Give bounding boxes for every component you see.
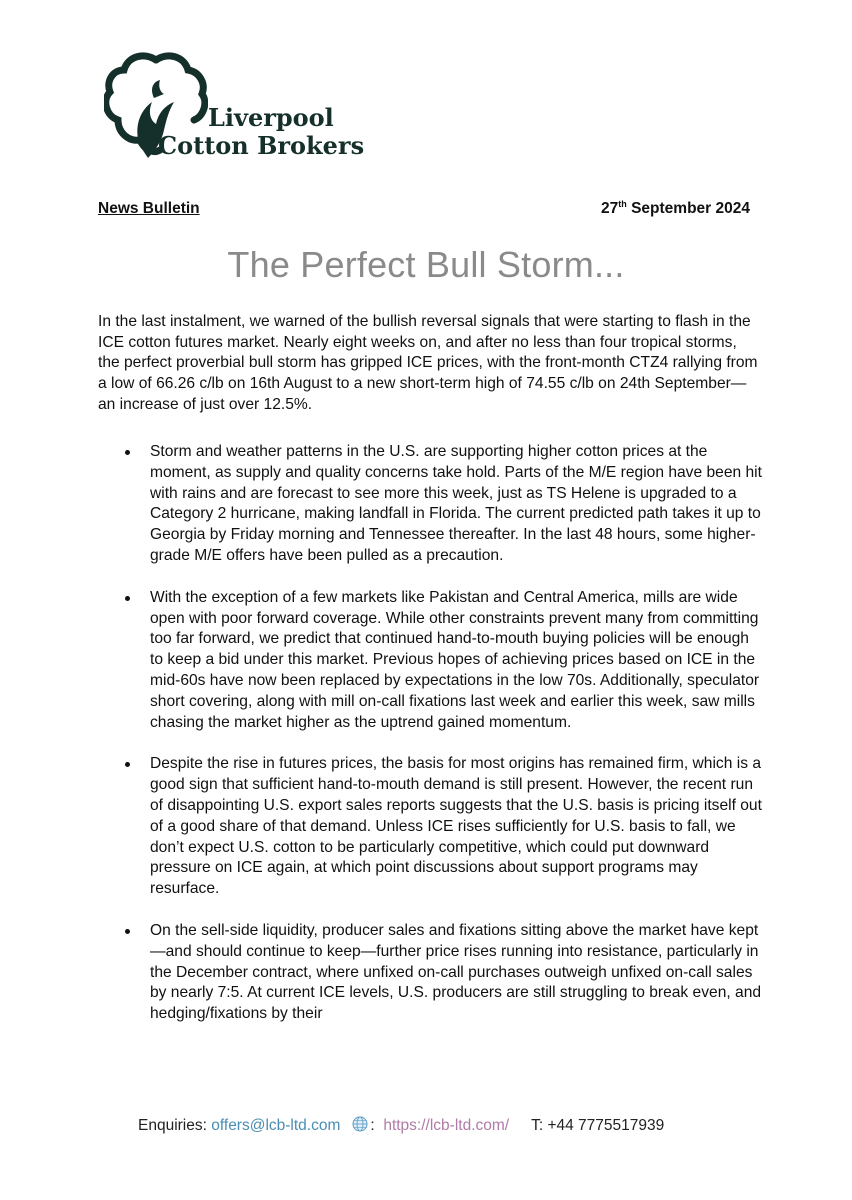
list-item-text: On the sell-side liquidity, producer sales and fixations sitting above the market have kept—and should continue to keep—further price rises running into resistance, particularly in the December contract, where unfixed on-call purchases outweigh unfixed on-call sales by nearly 7:5. At current ICE levels, U.S. producers are still struggling to break even, and hedging/fixations by their bbox=[150, 921, 762, 1023]
globe-icon bbox=[352, 1116, 368, 1132]
date-rest: September 2024 bbox=[626, 200, 750, 217]
list-item-text: Storm and weather patterns in the U.S. are supporting higher cotton prices at the moment, as supply and quality concerns take hold. Parts of the M/E region have been hit with rains and are forecast to see more this week, just as TS Helene is upgraded to a Category 2 hurricane, making landfall in Florida. The current predicted path takes it up to Georgia by Friday morning and Tennessee thereafter. In the last 48 hours, some higher-grade M/E offers have been pulled as a precaution. bbox=[150, 443, 762, 564]
page-title: The Perfect Bull Storm... bbox=[227, 244, 625, 285]
list-item bbox=[98, 754, 762, 900]
bullet-list bbox=[98, 442, 762, 1025]
bullet-icon bbox=[125, 450, 130, 455]
footer-contact bbox=[138, 1116, 758, 1135]
company-logo bbox=[104, 50, 365, 170]
list-item bbox=[98, 442, 762, 567]
email-link[interactable]: offers@lcb-ltd.com bbox=[211, 1117, 341, 1134]
bullet-icon bbox=[125, 762, 130, 767]
list-item bbox=[98, 921, 762, 1025]
bullet-icon bbox=[125, 596, 130, 601]
date-suffix: th bbox=[618, 198, 627, 209]
bulletin-label: News Bulletin bbox=[98, 200, 200, 217]
bullet-icon bbox=[125, 929, 130, 934]
logo-line-1: Liverpool bbox=[208, 103, 334, 132]
list-item-text: Despite the rise in futures prices, the basis for most origins has remained firm, which is a good sign that sufficient hand-to-mouth demand is still present. However, the recent run of disappointing U.S. export sales reports suggests that the U.S. basis is pricing itself out of a good share of that demand. Unless ICE rises sufficiently for U.S. basis to fall, we don’t expect U.S. cotton to be particularly competitive, which could put downward pressure on ICE again, at which point discussions about support programs may resurface. bbox=[150, 755, 762, 898]
list-item bbox=[98, 588, 762, 734]
list-item-text: With the exception of a few markets like Pakistan and Central America, mills are wide open with poor forward coverage. While other constraints prevent many from committing too far forward, we predict that continued hand-to-mouth buying policies will be enough to keep a bid under this market. Previous hopes of achieving prices based on ICE in the mid-60s have now been replaced by expectations in the low 70s. Additionally, speculator short covering, along with mill on-call fixations last week and earlier this week, saw mills chasing the market higher as the uptrend gained momentum. bbox=[150, 588, 760, 731]
footer-colon: : bbox=[370, 1117, 375, 1134]
logo-wordmark bbox=[158, 104, 364, 160]
website-link[interactable]: https://lcb-ltd.com/ bbox=[383, 1117, 510, 1134]
enquiries-label: Enquiries: bbox=[138, 1117, 212, 1134]
date-day: 27 bbox=[601, 200, 619, 217]
logo-line-2: Cotton Brokers bbox=[158, 131, 365, 160]
intro-paragraph: In the last instalment, we warned of the bullish reversal signals that were starting to flash in the ICE cotton futures market. Nearly eight weeks on, and after no less than four tropical storms, the perfect proverbial bull storm has gripped ICE prices, with the front-month CTZ4 rallying from a low of 66.26 c/lb on 16th August to a new short-term high of 74.55 c/lb on 24th September—an increase of just over 12.5%. bbox=[98, 313, 758, 413]
phone-number: T: +44 7775517939 bbox=[531, 1117, 665, 1134]
bulletin-date bbox=[601, 200, 750, 218]
bulletin-header bbox=[98, 200, 750, 222]
